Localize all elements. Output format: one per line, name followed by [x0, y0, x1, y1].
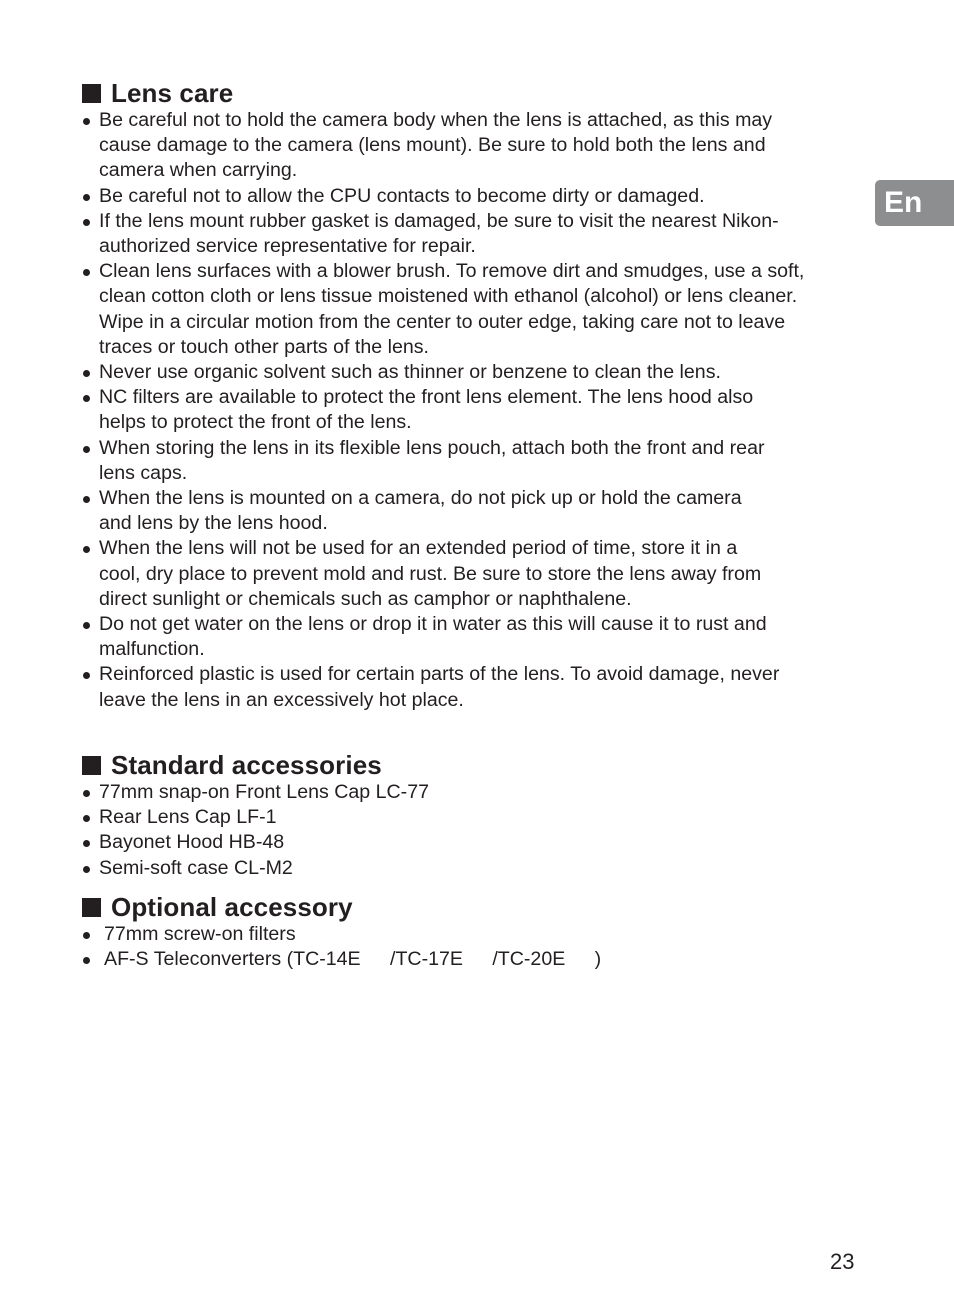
list-item-line: and lens by the lens hood.: [99, 512, 328, 535]
heading-square-icon: [82, 84, 101, 103]
list-item: Bayonet Hood HB-48: [80, 830, 880, 855]
list-item-line: authorized service representative for repair.: [99, 235, 476, 258]
list-item: [80, 259, 880, 360]
list-item-line: When the lens is mounted on a camera, do not pick up or hold the camera: [99, 487, 742, 510]
list-item: AF-S Teleconverters (TC-14E /TC-17E /TC-20E ): [80, 947, 880, 972]
heading-text: Lens care: [111, 77, 234, 108]
optional-accessory-list: [80, 922, 880, 972]
list-item-line: If the lens mount rubber gasket is damaged, be sure to visit the nearest Nikon-: [99, 209, 779, 232]
list-item: [80, 385, 880, 435]
list-item: [80, 612, 880, 662]
heading-square-icon: [82, 898, 101, 917]
list-item: [80, 209, 880, 259]
list-item: [80, 536, 880, 612]
optional-accessory-section: [80, 892, 880, 972]
list-item-line: When storing the lens in its flexible lens pouch, attach both the front and rear: [99, 436, 765, 459]
list-item: 77mm snap-on Front Lens Cap LC-77: [80, 780, 880, 805]
list-item-line: camera when carrying.: [99, 159, 298, 182]
list-item-line: Do not get water on the lens or drop it in water as this will cause it to rust and: [99, 613, 767, 636]
heading-text: Standard accessories: [111, 749, 382, 780]
lens-care-section: [80, 78, 880, 713]
list-item-line: Clean lens surfaces with a blower brush. To remove dirt and smudges, use a soft,: [99, 260, 805, 283]
list-item-line: Be careful not to allow the CPU contacts to become dirty or damaged.: [99, 184, 705, 207]
language-tab-en: En: [875, 180, 954, 226]
list-item-line: Reinforced plastic is used for certain parts of the lens. To avoid damage, never: [99, 663, 780, 686]
heading-text: Optional accessory: [111, 891, 353, 922]
standard-accessories-heading: [80, 750, 880, 780]
list-item-line: Never use organic solvent such as thinner or benzene to clean the lens.: [99, 361, 721, 384]
page-number: 23: [830, 1249, 855, 1274]
optional-accessory-heading: [80, 892, 880, 922]
list-item-line: When the lens will not be used for an extended period of time, store it in a: [99, 537, 738, 560]
list-item-line: NC filters are available to protect the front lens element. The lens hood also: [99, 386, 754, 409]
lens-care-heading: [80, 78, 880, 108]
list-item: [80, 662, 880, 712]
list-item: [80, 184, 880, 209]
list-item-line: Be careful not to hold the camera body when the lens is attached, as this may: [99, 109, 773, 131]
list-item-line: lens caps.: [99, 461, 188, 484]
list-item-line: Wipe in a circular motion from the center to outer edge, taking care not to leave: [99, 310, 786, 333]
list-item-line: direct sunlight or chemicals such as camphor or naphthalene.: [99, 587, 632, 610]
list-item-line: clean cotton cloth or lens tissue moistened with ethanol (alcohol) or lens cleaner.: [99, 285, 798, 308]
standard-accessories-section: [80, 750, 880, 881]
list-item: [80, 436, 880, 486]
list-item: [80, 108, 880, 184]
list-item-line: cool, dry place to prevent mold and rust. Be sure to store the lens away from: [99, 562, 762, 585]
list-item-line: malfunction.: [99, 638, 205, 661]
list-item-line: traces or touch other parts of the lens.: [99, 335, 430, 358]
list-item: Semi-soft case CL-M2: [80, 856, 880, 881]
list-item-line: helps to protect the front of the lens.: [99, 411, 412, 434]
list-item-line: leave the lens in an excessively hot place.: [99, 688, 464, 711]
lens-care-list: [80, 108, 880, 713]
heading-square-icon: [82, 756, 101, 775]
list-item: [80, 360, 880, 385]
list-item: [80, 486, 880, 536]
standard-accessories-list: [80, 780, 880, 881]
list-item-line: cause damage to the camera (lens mount). Be sure to hold both the lens and: [99, 134, 766, 157]
list-item: 77mm screw-on filters: [80, 922, 880, 947]
list-item: Rear Lens Cap LF-1: [80, 805, 880, 830]
